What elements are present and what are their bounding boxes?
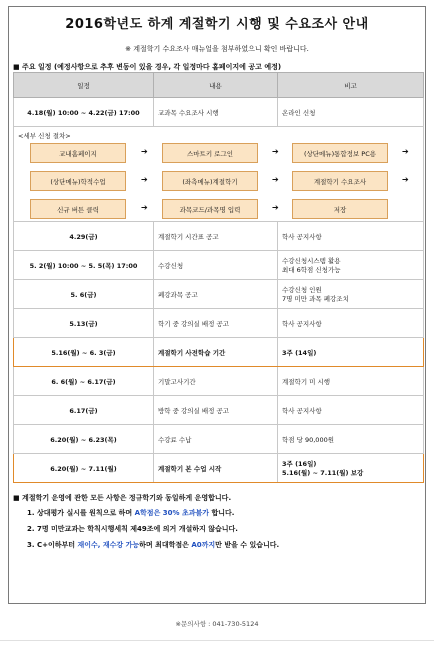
table-row bbox=[14, 454, 424, 483]
row-content: 폐강과목 공고 bbox=[154, 280, 278, 309]
row-note: 학사 공지사항 bbox=[278, 396, 424, 425]
flow-step-new-button: 신규 버튼 클릭 bbox=[30, 199, 126, 219]
row-note: 계절학기 미 시행 bbox=[278, 367, 424, 396]
contact-info: ※문의사항 : 041-730-5124 bbox=[175, 620, 259, 628]
row-note: 수강신청 인원 7명 미만 과목 폐강조치 bbox=[278, 280, 424, 309]
divider bbox=[0, 640, 434, 641]
arrow-right-icon: ➔ bbox=[272, 147, 279, 156]
row-content: 수강신청 bbox=[154, 251, 278, 280]
row-note: 학사 공지사항 bbox=[278, 222, 424, 251]
manual-notice: ※ 계절학기 수요조사 매뉴얼을 첨부하였으니 확인 바랍니다. bbox=[125, 45, 309, 53]
flow-step-academic: (상단메뉴)학적수업 bbox=[30, 171, 126, 191]
notes-heading: ■ 계절학기 운영에 관한 모든 사항은 정규학기와 동일하게 운영합니다. bbox=[13, 494, 232, 502]
row-content: 수강료 수납 bbox=[154, 425, 278, 454]
table-row bbox=[14, 396, 424, 425]
arrow-right-icon: ➔ bbox=[402, 147, 409, 156]
row-content: 방학 중 강의실 배정 공고 bbox=[154, 396, 278, 425]
arrow-right-icon: ➔ bbox=[141, 175, 148, 184]
arrow-right-icon: ➔ bbox=[402, 175, 409, 184]
row-date: 5. 2(월) 10:00 ~ 5. 5(목) 17:00 bbox=[14, 251, 154, 280]
table-row bbox=[14, 280, 424, 309]
row-content: 학기 중 강의실 배정 공고 bbox=[154, 309, 278, 338]
row-date: 6. 6(월) ~ 6.17(금) bbox=[14, 367, 154, 396]
note-item-3: 3. C+이하부터 재이수, 재수강 가능하며 최대학점은 A0까지만 받을 수 있습니다. bbox=[27, 541, 280, 549]
flow-step-homepage: 교내홈페이지 bbox=[30, 143, 126, 163]
row-note: 수강신청시스템 활용 최대 6학점 신청가능 bbox=[278, 251, 424, 280]
row-note: 온라인 신청 bbox=[278, 98, 424, 127]
arrow-right-icon: ➔ bbox=[141, 203, 148, 212]
arrow-right-icon: ➔ bbox=[272, 175, 279, 184]
row-date: 6.20(월) ~ 6.23(목) bbox=[14, 425, 154, 454]
note-item-1: 1. 상대평가 실시를 원칙으로 하며 A학점은 30% 초과불가 합니다. bbox=[27, 509, 235, 517]
schedule-heading: ■ 주요 일정 (예정사항으로 추후 변동이 있을 경우, 각 일정마다 홈페이지에 공고 예정) bbox=[13, 63, 282, 71]
row-date: 5.16(월) ~ 6. 3(금) bbox=[14, 338, 154, 367]
row-content: 기말고사기간 bbox=[154, 367, 278, 396]
table-row bbox=[14, 309, 424, 338]
row-content: 계절학기 시간표 공고 bbox=[154, 222, 278, 251]
row-note: 학사 공지사항 bbox=[278, 309, 424, 338]
row-date: 4.18(월) 10:00 ~ 4.22(금) 17:00 bbox=[14, 98, 154, 127]
table-row bbox=[14, 338, 424, 367]
page-title: 2016학년도 하계 계절학기 시행 및 수요조사 안내 bbox=[65, 17, 369, 32]
table-row bbox=[14, 251, 424, 280]
row-note: 3주 (16일) 5.16(월) ~ 7.11(월) 보강 bbox=[278, 454, 424, 483]
arrow-right-icon: ➔ bbox=[141, 147, 148, 156]
row-content: 계절학기 사전학습 기간 bbox=[154, 338, 278, 367]
operation-notes bbox=[13, 493, 425, 550]
table-row bbox=[14, 222, 424, 251]
row-date: 6.17(금) bbox=[14, 396, 154, 425]
row-content: 계절학기 본 수업 시작 bbox=[154, 454, 278, 483]
row-date: 5. 6(금) bbox=[14, 280, 154, 309]
header-date: 일정 bbox=[14, 73, 154, 98]
flow-step-login: 스마트키 로그인 bbox=[162, 143, 258, 163]
row-date: 4.29(금) bbox=[14, 222, 154, 251]
note-item-2: 2. 7명 미만교과는 학칙시행세칙 제49조에 의거 개설하지 않습니다. bbox=[27, 525, 238, 533]
header-note: 비고 bbox=[278, 73, 424, 98]
schedule-table bbox=[13, 72, 424, 483]
flow-step-season: (좌측메뉴)계절학기 bbox=[162, 171, 258, 191]
flow-step-info-pc: (상단메뉴)통합정보 PC용 bbox=[292, 143, 388, 163]
row-content: 교과목 수요조사 시행 bbox=[154, 98, 278, 127]
table-row bbox=[14, 425, 424, 454]
row-note: 학점 당 90,000원 bbox=[278, 425, 424, 454]
row-date: 5.13(금) bbox=[14, 309, 154, 338]
flow-step-survey: 계절학기 수요조사 bbox=[292, 171, 388, 191]
table-row bbox=[14, 98, 424, 127]
table-header-row bbox=[14, 73, 424, 98]
row-date: 6.20(월) ~ 7.11(월) bbox=[14, 454, 154, 483]
application-flow bbox=[14, 127, 424, 222]
flow-step-course-input: 과목코드/과목명 입력 bbox=[162, 199, 258, 219]
flow-row bbox=[14, 127, 424, 222]
notice-document bbox=[8, 6, 426, 604]
row-note: 3주 (14일) bbox=[278, 338, 424, 367]
flow-title: <세부 신청 절차> bbox=[18, 132, 71, 140]
flow-step-save: 저장 bbox=[292, 199, 388, 219]
table-row bbox=[14, 367, 424, 396]
header-content: 내용 bbox=[154, 73, 278, 98]
arrow-right-icon: ➔ bbox=[272, 203, 279, 212]
